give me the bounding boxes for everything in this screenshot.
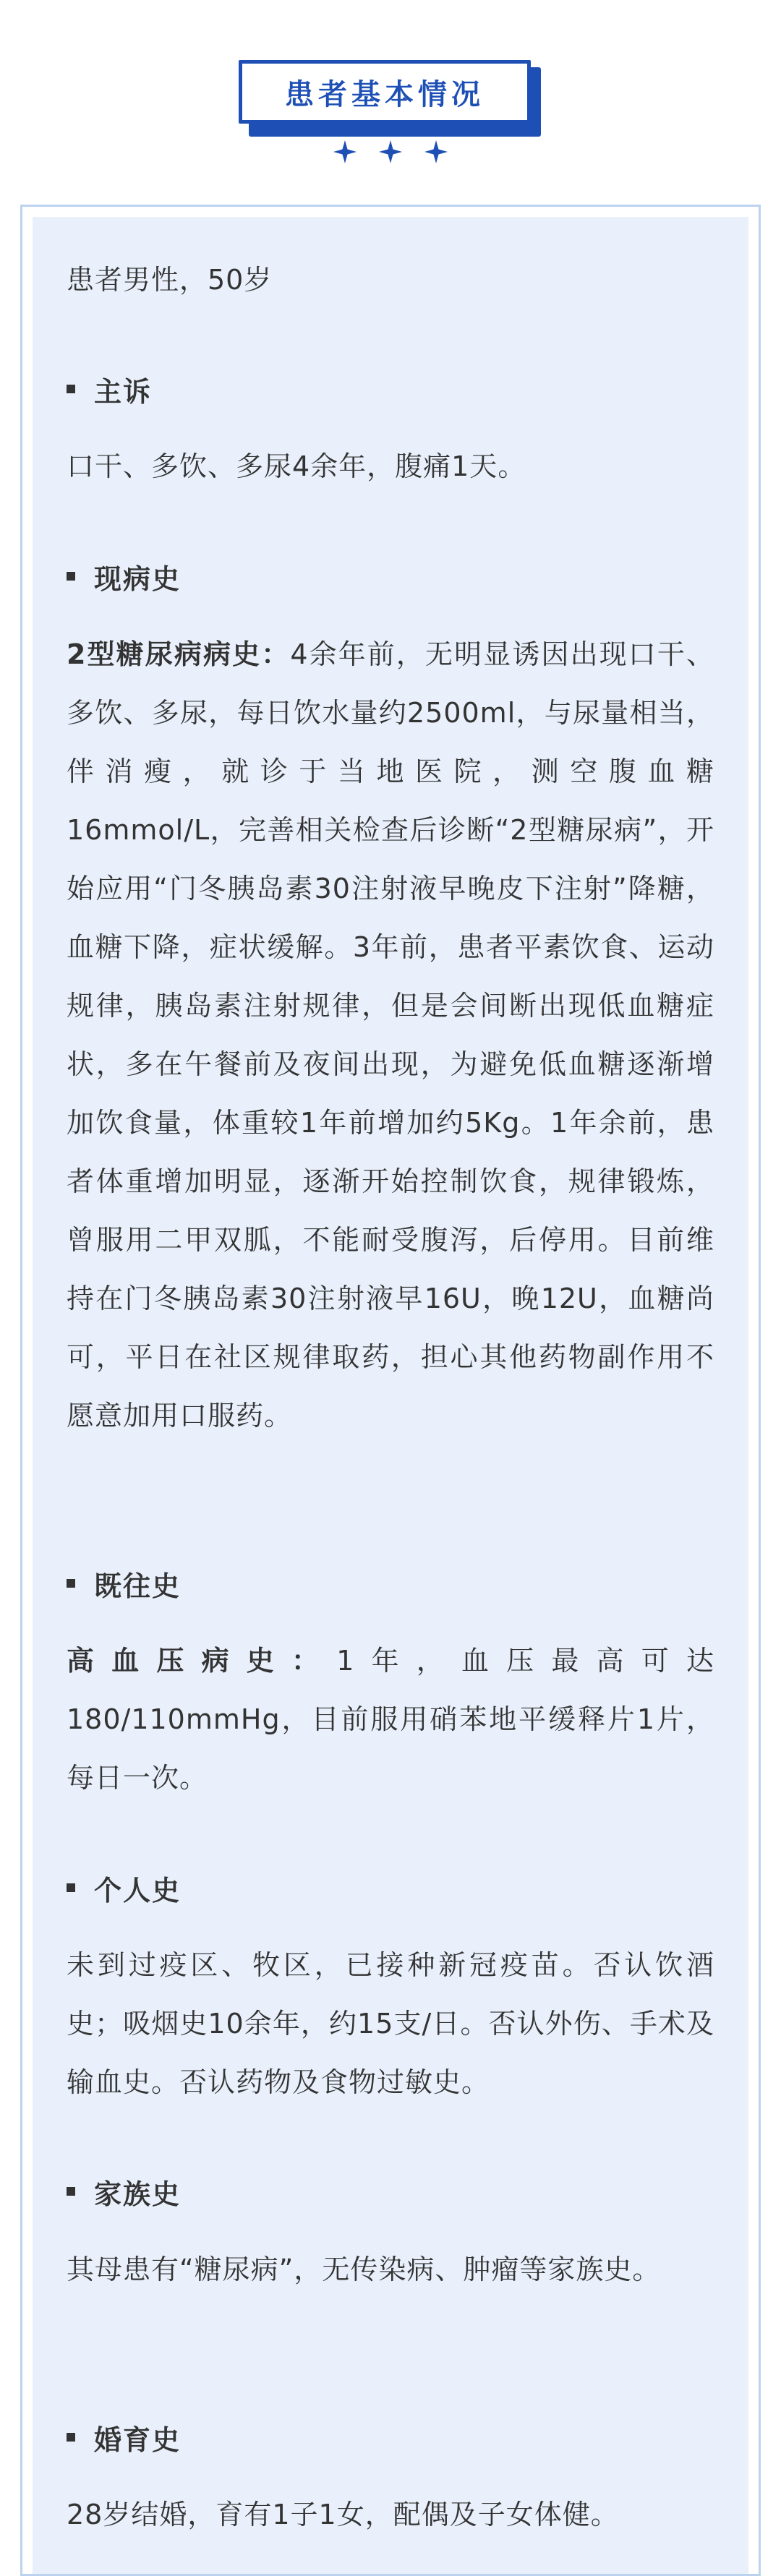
past-history-lead: 高血压病史： — [67, 1645, 337, 1677]
personal-history-text: 未到过疫区、牧区，已接种新冠疫苗。否认饮酒史；吸烟史10余年，约15支/日。否认外伤、手术及输血史。否认药物及食物过敏史。 — [67, 1949, 714, 2098]
section-heading-personal-history — [67, 1870, 181, 1906]
bullet-icon — [67, 1883, 75, 1892]
section-heading-present-illness — [67, 558, 181, 594]
section-heading-text: 主诉 — [94, 375, 153, 408]
present-illness-paragraph — [67, 625, 714, 1445]
past-history-paragraph — [67, 1632, 714, 1807]
marital-history-text: 28岁结婚，育有1子1女，配偶及子女体健。 — [67, 2499, 619, 2530]
star-icon — [378, 140, 403, 164]
star-icon — [333, 140, 357, 164]
bullet-icon — [67, 2187, 75, 2196]
chief-complaint-text: 口干、多饮、多尿4余年，腹痛1天。 — [67, 450, 526, 482]
present-illness-text: 4余年前，无明显诱因出现口干、多饮、多尿，每日饮水量约2500ml，与尿量相当，伴消瘦，就诊于当地医院，测空腹血糖16mmol/L，完善相关检查后诊断“2型糖尿病”，开始应用“门冬胰岛素30注射液早晚皮下注射”降糖，血糖下降，症状缓解。3年前，患者平素饮食、运动规律，胰岛素注射规律，但是会间断出现低血糖症状，多在午餐前及夜间出现，为避免低血糖逐渐增加饮食量，体重较1年前增加约5Kg。1年余前，患者体重增加明显，逐渐开始控制饮食，规律锻炼，曾服用二甲双胍，不能耐受腹泻，后停用。目前维持在门冬胰岛素30注射液早16U，晚12U，血糖尚可，平日在社区规律取药，担心其他药物副作用不愿意加用口服药。 — [67, 638, 714, 1432]
patient-intro: 患者男性，50岁 — [67, 264, 273, 296]
section-heading-past-history — [67, 1565, 181, 1601]
title-badge-frame — [239, 60, 531, 124]
section-heading-marital-history — [67, 2419, 181, 2455]
bullet-icon — [67, 1579, 75, 1588]
section-heading-text: 现病史 — [94, 562, 182, 595]
bullet-icon — [67, 572, 75, 581]
past-history-text: 1年，血压最高可达180/110mmHg，目前服用硝苯地平缓释片1片，每日一次。 — [67, 1645, 714, 1794]
section-heading-chief-complaint — [67, 371, 152, 407]
decorative-stars — [333, 137, 448, 166]
title-badge — [239, 60, 541, 140]
section-heading-text: 个人史 — [94, 1874, 182, 1907]
section-heading-text: 既往史 — [94, 1570, 182, 1602]
star-icon — [424, 140, 448, 164]
present-illness-lead: 2型糖尿病病史： — [67, 638, 291, 670]
bullet-icon — [67, 385, 75, 393]
family-history-text: 其母患有“糖尿病”，无传染病、肿瘤等家族史。 — [67, 2254, 661, 2285]
header — [0, 0, 781, 174]
bullet-icon — [67, 2433, 75, 2442]
page-title: 患者基本情况 — [285, 77, 485, 111]
section-heading-text: 家族史 — [94, 2178, 182, 2210]
section-heading-family-history — [67, 2173, 181, 2209]
section-heading-text: 婚育史 — [94, 2423, 182, 2456]
